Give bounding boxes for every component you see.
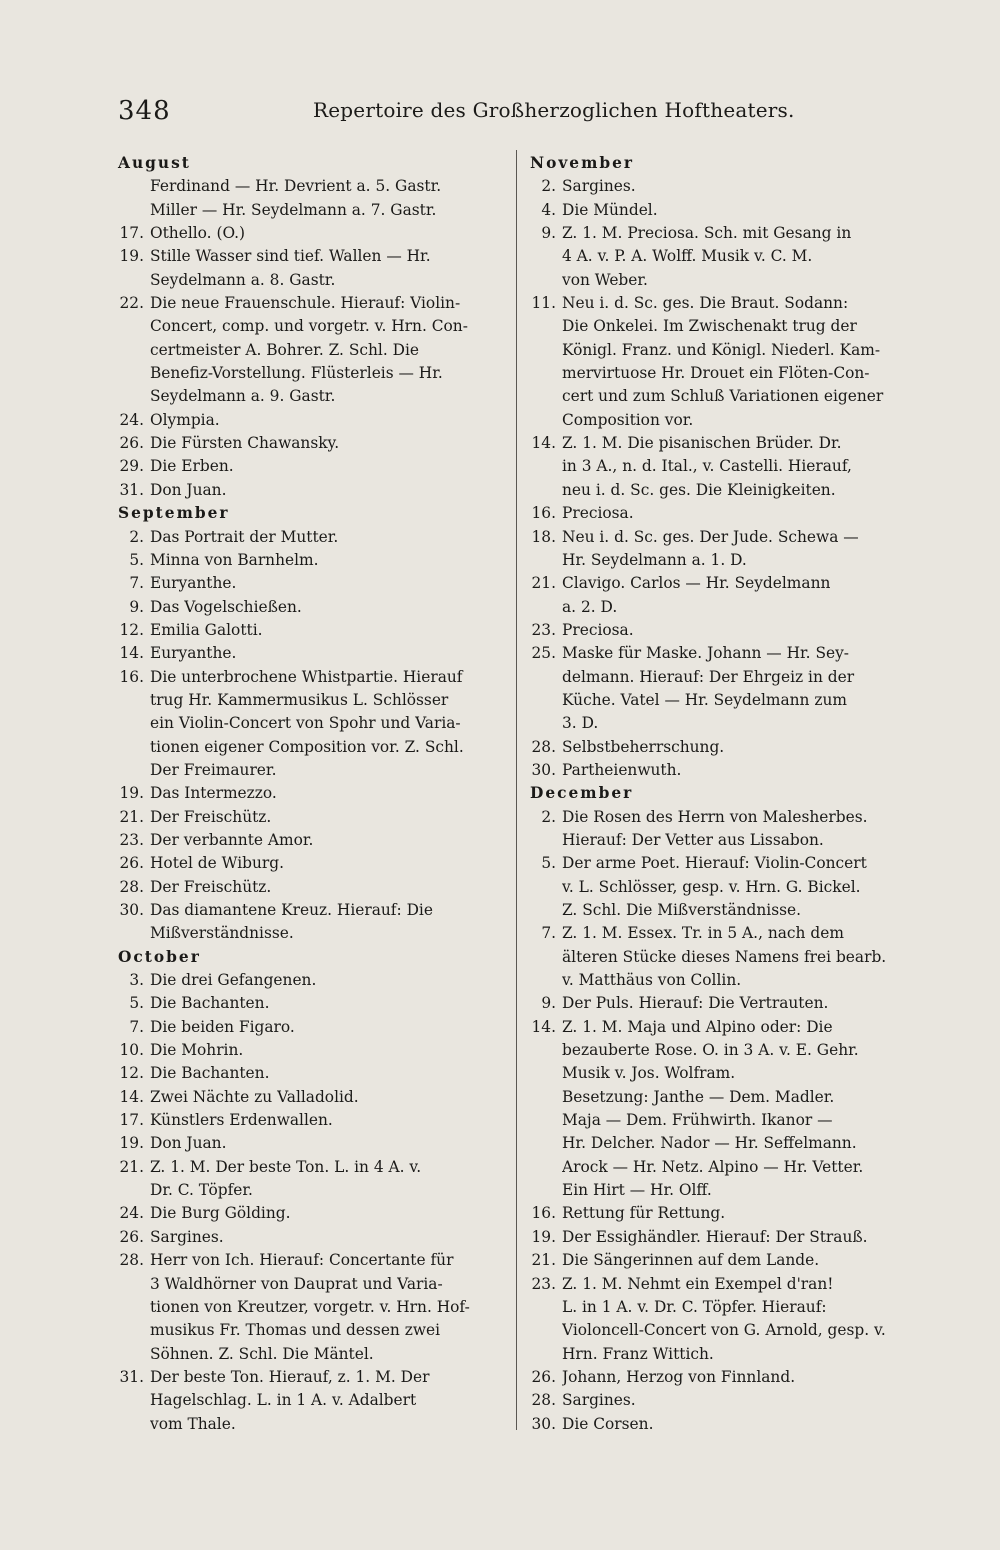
entry-line: von Weber.	[562, 270, 648, 289]
repertoire-entry	[118, 572, 506, 595]
entry-line: Die drei Gefangenen.	[150, 971, 317, 990]
repertoire-entry	[118, 245, 506, 292]
repertoire-entry	[530, 736, 918, 759]
entry-date: 28.	[119, 1251, 144, 1270]
column-divider	[516, 150, 517, 1430]
repertoire-entry	[118, 619, 506, 642]
entry-line: Hrn. Franz Wittich.	[562, 1344, 714, 1363]
repertoire-entry	[530, 759, 918, 782]
entry-line: Mißverständnisse.	[150, 924, 294, 943]
entry-date: 25.	[531, 644, 556, 663]
entry-date: 26.	[119, 1227, 144, 1246]
entry-date: 12.	[119, 1064, 144, 1083]
repertoire-entry	[118, 852, 506, 875]
repertoire-entry	[530, 222, 918, 292]
entry-line: Der beste Ton. Hierauf, z. 1. M. Der	[150, 1367, 430, 1386]
entry-line: Die Corsen.	[562, 1414, 654, 1433]
entry-date: 22.	[119, 294, 144, 313]
entry-line: Ferdinand — Hr. Devrient a. 5. Gastr.	[150, 177, 442, 196]
repertoire-entry	[118, 806, 506, 829]
entry-date: 19.	[119, 1134, 144, 1153]
repertoire-entry	[530, 1366, 918, 1389]
entry-line: Die Sängerinnen auf dem Lande.	[562, 1251, 820, 1270]
month-heading: November	[530, 154, 635, 172]
entry-line: Z. 1. M. Essex. Tr. in 5 A., nach dem	[562, 924, 844, 943]
repertoire-entry	[118, 992, 506, 1015]
repertoire-entry	[118, 642, 506, 665]
repertoire-entry	[118, 175, 506, 222]
repertoire-entry	[530, 1389, 918, 1412]
entry-line: Besetzung: Janthe — Dem. Madler.	[562, 1087, 835, 1106]
repertoire-entry	[530, 1273, 918, 1366]
entry-line: Benefiz-Vorstellung. Flüsterleis — Hr.	[150, 364, 443, 383]
repertoire-entry	[530, 1086, 918, 1203]
entry-line: Hierauf: Der Vetter aus Lissabon.	[562, 830, 824, 849]
repertoire-entry	[530, 922, 918, 992]
entry-line: Seydelmann a. 9. Gastr.	[150, 387, 336, 406]
entry-line: Selbstbeherrschung.	[562, 737, 725, 756]
entry-line: cert und zum Schluß Variationen eigener	[562, 387, 884, 406]
entry-date: 10.	[119, 1041, 144, 1060]
entry-date: 2.	[541, 177, 556, 196]
entry-date: 24.	[119, 410, 144, 429]
entry-date: 28.	[119, 877, 144, 896]
entry-line: 3. D.	[562, 714, 599, 733]
entry-line: Der arme Poet. Hierauf: Violin-Concert	[562, 854, 867, 873]
entry-line: tionen eigener Composition vor. Z. Schl.	[150, 737, 464, 756]
entry-date: 28.	[531, 1391, 556, 1410]
repertoire-entry	[530, 992, 918, 1015]
entry-line: Composition vor.	[562, 410, 694, 429]
entry-line: Ein Hirt — Hr. Olff.	[562, 1181, 712, 1200]
entry-line: Hotel de Wiburg.	[150, 854, 284, 873]
entry-line: Partheienwuth.	[562, 760, 682, 779]
entry-line: Der Freischütz.	[150, 807, 272, 826]
entry-line: Königl. Franz. und Königl. Niederl. Kam-	[562, 340, 881, 359]
entry-date: 31.	[119, 480, 144, 499]
entry-line: Der Freimaurer.	[150, 760, 277, 779]
page-header	[118, 96, 795, 130]
entry-line: Söhnen. Z. Schl. Die Mäntel.	[150, 1344, 374, 1363]
entry-date: 21.	[119, 807, 144, 826]
entry-line: Euryanthe.	[150, 644, 237, 663]
repertoire-entry	[118, 1366, 506, 1436]
month-heading: August	[118, 154, 191, 172]
entry-date: 9.	[129, 597, 144, 616]
repertoire-entry	[118, 1039, 506, 1062]
entry-date: 14.	[531, 1017, 556, 1036]
repertoire-entry	[118, 1062, 506, 1085]
entry-date: 23.	[119, 830, 144, 849]
month-heading: September	[118, 504, 230, 523]
entry-date: 23.	[531, 620, 556, 639]
entry-line: Die Burg Gölding.	[150, 1204, 291, 1223]
entry-line: Die unterbrochene Whistpartie. Hierauf	[150, 667, 463, 686]
repertoire-entry	[530, 292, 918, 432]
entry-date: 30.	[531, 760, 556, 779]
entry-line: Othello. (O.)	[150, 224, 246, 243]
entry-line: Clavigo. Carlos — Hr. Seydelmann	[562, 574, 831, 593]
entry-line: Z. 1. M. Der beste Ton. L. in 4 A. v.	[150, 1157, 422, 1176]
entry-line: Olympia.	[150, 410, 220, 429]
entry-line: Minna von Barnhelm.	[150, 550, 319, 569]
entry-line: Die Rosen des Herrn von Malesherbes.	[562, 807, 868, 826]
entry-line: Herr von Ich. Hierauf: Concertante für	[150, 1251, 454, 1270]
entry-line: Das Portrait der Mutter.	[150, 527, 339, 546]
entry-date: 19.	[119, 784, 144, 803]
entry-line: Der Freischütz.	[150, 877, 272, 896]
entry-line: Zwei Nächte zu Valladolid.	[150, 1087, 359, 1106]
entry-date: 30.	[531, 1414, 556, 1433]
entry-line: tionen von Kreutzer, vorgetr. v. Hrn. Hof-	[150, 1297, 470, 1316]
repertoire-entry	[118, 1016, 506, 1039]
entry-line: Künstlers Erdenwallen.	[150, 1111, 333, 1130]
entry-date: 11.	[531, 294, 556, 313]
entry-line: Die neue Frauenschule. Hierauf: Violin-	[150, 294, 461, 313]
left-column	[118, 152, 506, 1436]
entry-line: vom Thale.	[150, 1414, 236, 1433]
repertoire-entry	[530, 852, 918, 922]
repertoire-entry	[530, 199, 918, 222]
repertoire-entry	[118, 526, 506, 549]
repertoire-entry	[118, 782, 506, 805]
entry-date: 16.	[119, 667, 144, 686]
repertoire-entry	[118, 1249, 506, 1366]
entry-date: 5.	[541, 854, 556, 873]
entry-date: 23.	[531, 1274, 556, 1293]
entry-date: 7.	[129, 1017, 144, 1036]
entry-line: Stille Wasser sind tief. Wallen — Hr.	[150, 247, 431, 266]
repertoire-entry	[530, 1413, 918, 1436]
entry-line: trug Hr. Kammermusikus L. Schlösser	[150, 690, 449, 709]
entry-line: Z. Schl. Die Mißverständnisse.	[562, 901, 802, 919]
entry-date: 31.	[119, 1367, 144, 1386]
entry-line: Arock — Hr. Netz. Alpino — Hr. Vetter.	[562, 1157, 864, 1176]
entry-line: v. Matthäus von Collin.	[562, 971, 742, 990]
repertoire-entry	[118, 292, 506, 409]
repertoire-entry	[530, 806, 918, 853]
entry-date: 5.	[129, 550, 144, 569]
repertoire-entry	[118, 1109, 506, 1132]
entry-line: Rettung für Rettung.	[562, 1204, 726, 1223]
repertoire-entry	[118, 969, 506, 992]
repertoire-entry	[118, 409, 506, 432]
repertoire-entry	[530, 642, 918, 735]
entry-date: 14.	[119, 1087, 144, 1106]
entry-line: Z. 1. M. Die pisanischen Brüder. Dr.	[562, 434, 842, 453]
entry-line: Die Mündel.	[562, 200, 658, 219]
entry-date: 7.	[129, 574, 144, 593]
month-heading: October	[118, 947, 201, 966]
repertoire-entry	[118, 596, 506, 619]
entry-date: 17.	[119, 1111, 144, 1130]
repertoire-entry	[530, 175, 918, 198]
entry-line: Die Bachanten.	[150, 1064, 270, 1083]
entry-line: 4 A. v. P. A. Wolff. Musik v. C. M.	[562, 247, 813, 266]
entry-line: Die Bachanten.	[150, 994, 270, 1013]
entry-line: Emilia Galotti.	[150, 620, 263, 639]
entry-date: 2.	[129, 527, 144, 546]
entry-date: 2.	[541, 807, 556, 826]
entry-date: 24.	[119, 1204, 144, 1223]
entry-date: 18.	[531, 527, 556, 546]
repertoire-entry	[530, 432, 918, 502]
entry-date: 7.	[541, 924, 556, 943]
right-column	[530, 152, 918, 1436]
entry-line: älteren Stücke dieses Namens frei bearb.	[562, 947, 887, 966]
repertoire-entry	[118, 1086, 506, 1109]
entry-date: 19.	[119, 247, 144, 266]
entry-date: 26.	[531, 1367, 556, 1386]
repertoire-entry	[530, 1249, 918, 1272]
entry-date: 30.	[119, 901, 144, 919]
entry-line: Hr. Delcher. Nador — Hr. Seffelmann.	[562, 1134, 857, 1153]
repertoire-entry	[118, 829, 506, 852]
repertoire-entry	[118, 479, 506, 502]
repertoire-entry	[118, 899, 506, 946]
entry-date: 4.	[541, 200, 556, 219]
entry-line: in 3 A., n. d. Ital., v. Castelli. Hierauf,	[562, 457, 852, 476]
entry-line: Der verbannte Amor.	[150, 830, 314, 849]
entry-line: ein Violin-Concert von Spohr und Varia-	[150, 714, 461, 733]
entry-date: 28.	[531, 737, 556, 756]
entry-line: Sargines.	[562, 177, 636, 196]
entry-line: Hagelschlag. L. in 1 A. v. Adalbert	[150, 1391, 417, 1410]
repertoire-entry	[118, 1132, 506, 1155]
entry-date: 14.	[531, 434, 556, 453]
entry-line: delmann. Hierauf: Der Ehrgeiz in der	[562, 667, 855, 686]
entry-date: 9.	[541, 994, 556, 1013]
entry-line: Das diamantene Kreuz. Hierauf: Die	[150, 901, 433, 919]
entry-line: Die Mohrin.	[150, 1041, 244, 1060]
page-number: 348	[118, 96, 171, 126]
entry-line: mervirtuose Hr. Drouet ein Flöten-Con-	[562, 364, 870, 383]
entry-line: Z. 1. M. Maja und Alpino oder: Die	[562, 1017, 833, 1036]
entry-line: Die Erben.	[150, 457, 234, 476]
entry-line: certmeister A. Bohrer. Z. Schl. Die	[150, 340, 419, 359]
repertoire-entry	[118, 1226, 506, 1249]
entry-line: Concert, comp. und vorgetr. v. Hrn. Con-	[150, 317, 468, 336]
repertoire-entry	[530, 526, 918, 573]
entry-line: v. L. Schlösser, gesp. v. Hrn. G. Bickel.	[562, 877, 861, 896]
month-heading: December	[530, 784, 634, 803]
entry-line: Die Onkelei. Im Zwischenakt trug der	[562, 317, 857, 336]
entry-line: Das Intermezzo.	[150, 784, 277, 803]
running-title: Repertoire des Großherzoglichen Hoftheaters.	[313, 98, 795, 122]
repertoire-entry	[118, 666, 506, 783]
entry-date: 19.	[531, 1227, 556, 1246]
entry-date: 16.	[531, 504, 556, 523]
entry-line: musikus Fr. Thomas und dessen zwei	[150, 1321, 441, 1340]
entry-line: Dr. C. Töpfer.	[150, 1181, 253, 1200]
entry-line: Das Vogelschießen.	[150, 597, 302, 616]
entry-date: 21.	[531, 574, 556, 593]
entry-date: 9.	[541, 224, 556, 243]
entry-line: Maske für Maske. Johann — Hr. Sey-	[562, 644, 850, 663]
entry-line: Die Fürsten Chawansky.	[150, 434, 340, 453]
entry-date: 21.	[119, 1157, 144, 1176]
entry-line: Sargines.	[562, 1391, 636, 1410]
repertoire-entry	[530, 1016, 918, 1086]
entry-date: 14.	[119, 644, 144, 663]
entry-line: Miller — Hr. Seydelmann a. 7. Gastr.	[150, 200, 437, 219]
entry-date: 12.	[119, 620, 144, 639]
repertoire-entry	[118, 549, 506, 572]
repertoire-entry	[118, 455, 506, 478]
entry-line: Maja — Dem. Frühwirth. Ikanor —	[562, 1111, 833, 1130]
entry-date: 29.	[119, 457, 144, 476]
entry-line: Die beiden Figaro.	[150, 1017, 295, 1036]
entry-line: Euryanthe.	[150, 574, 237, 593]
entry-date: 3.	[129, 971, 144, 990]
repertoire-entry	[530, 1226, 918, 1249]
entry-line: a. 2. D.	[562, 597, 618, 616]
entry-line: Z. 1. M. Preciosa. Sch. mit Gesang in	[562, 224, 852, 243]
entry-date: 26.	[119, 434, 144, 453]
entry-line: Musik v. Jos. Wolfram.	[562, 1064, 736, 1083]
repertoire-entry	[118, 222, 506, 245]
entry-line: 3 Waldhörner von Dauprat und Varia-	[150, 1274, 443, 1293]
repertoire-entry	[530, 619, 918, 642]
repertoire-entry	[530, 502, 918, 525]
entry-line: bezauberte Rose. O. in 3 A. v. E. Gehr.	[562, 1041, 859, 1060]
repertoire-entry	[530, 572, 918, 619]
entry-line: Preciosa.	[562, 620, 634, 639]
entry-date: 26.	[119, 854, 144, 873]
entry-date: 16.	[531, 1204, 556, 1223]
entry-date: 17.	[119, 224, 144, 243]
entry-line: Hr. Seydelmann a. 1. D.	[562, 550, 747, 569]
entry-line: Küche. Vatel — Hr. Seydelmann zum	[562, 690, 847, 709]
repertoire-entry	[118, 876, 506, 899]
entry-line: neu i. d. Sc. ges. Die Kleinigkeiten.	[562, 480, 836, 499]
repertoire-entry	[118, 1156, 506, 1203]
repertoire-entry	[118, 432, 506, 455]
entry-line: L. in 1 A. v. Dr. C. Töpfer. Hierauf:	[562, 1297, 827, 1316]
entry-line: Don Juan.	[150, 1134, 227, 1153]
entry-line: Z. 1. M. Nehmt ein Exempel d'ran!	[562, 1274, 834, 1293]
entry-line: Don Juan.	[150, 480, 227, 499]
entry-line: Johann, Herzog von Finnland.	[562, 1367, 796, 1386]
entry-line: Preciosa.	[562, 504, 634, 523]
entry-line: Neu i. d. Sc. ges. Der Jude. Schewa —	[562, 527, 859, 546]
entry-line: Sargines.	[150, 1227, 224, 1246]
repertoire-entry	[530, 1202, 918, 1225]
entry-line: Der Puls. Hierauf: Die Vertrauten.	[562, 994, 829, 1013]
entry-line: Neu i. d. Sc. ges. Die Braut. Sodann:	[562, 294, 849, 313]
entry-line: Der Essighändler. Hierauf: Der Strauß.	[562, 1227, 868, 1246]
entry-date: 5.	[129, 994, 144, 1013]
entry-line: Seydelmann a. 8. Gastr.	[150, 270, 336, 289]
repertoire-entry	[118, 1202, 506, 1225]
entry-line: Violoncell-Concert von G. Arnold, gesp. v.	[562, 1321, 886, 1340]
entry-date: 21.	[531, 1251, 556, 1270]
